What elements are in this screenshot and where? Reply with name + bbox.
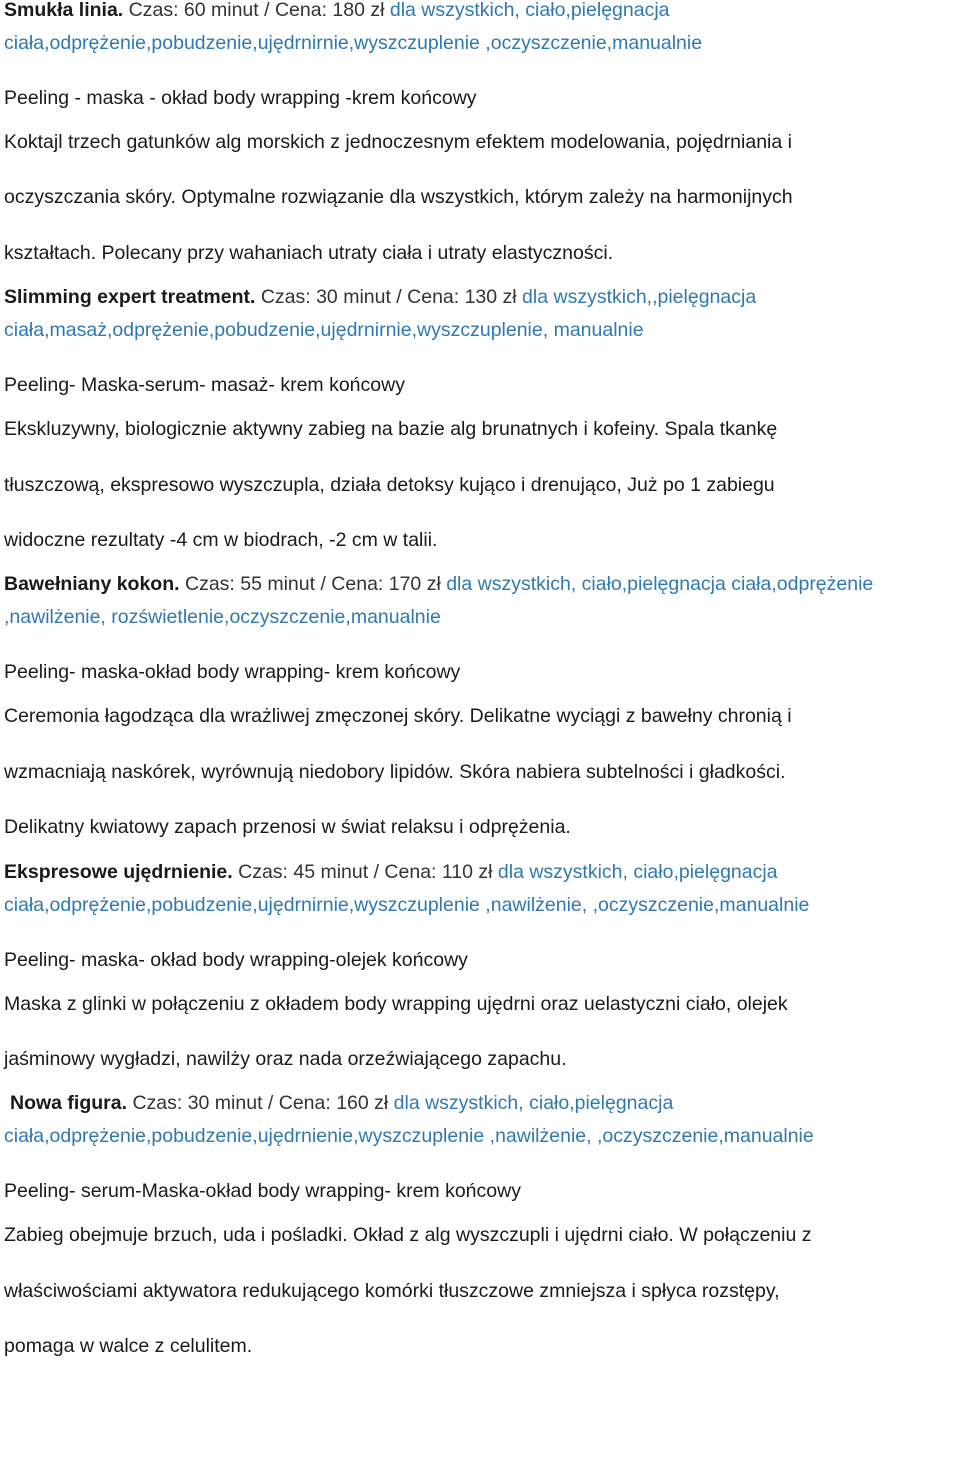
description-line: widoczne rezultaty -4 cm w biodrach, -2 cm w talii. (4, 529, 438, 552)
treatment-header: Slimming expert treatment. Czas: 30 minut / Cena: 130 zł dla wszystkich,,pielęgnacja ciała,masaż,odprężenie,pobudzenie,ujędrnirnie,wyszczuplenie, manualnie (4, 286, 757, 342)
treatment-description (4, 689, 956, 855)
description-line: jaśminowy wygładzi, nawilży oraz nada orzeźwiającego zapachu. (4, 1048, 567, 1071)
treatment-tags: dla wszystkich, ciało,pielęgnacja (389, 0, 670, 21)
treatment-meta: Czas: 30 minut / Cena: 130 zł (260, 286, 517, 309)
description-line: Maska z glinki w połączeniu z okładem body wrapping ujędrni oraz uelastyczni ciało, olejek (4, 992, 788, 1015)
treatment-tags: dla wszystkich, ciało,pielęgnacja (393, 1092, 674, 1115)
treatment-description (4, 977, 956, 1088)
description-line: właściwościami aktywatora redukującego komórki tłuszczowe zmniejsza i spłyca rozstępy, (4, 1279, 780, 1302)
description-line: Ekskluzywny, biologicznie aktywny zabieg na bazie alg brunatnych i kofeiny. Spala tkankę (4, 418, 778, 441)
treatment-steps: Peeling - maska - okład body wrapping -krem końcowy (4, 87, 477, 109)
treatment-steps: Peeling- maska- okład body wrapping-olejek końcowy (4, 948, 468, 971)
treatment-meta: Czas: 30 minut / Cena: 160 zł (132, 1092, 389, 1115)
treatment-description (4, 402, 956, 568)
description-line: pomaga w walce z celulitem. (4, 1335, 253, 1358)
description-line: Ceremonia łagodząca dla wrażliwej zmęczonej skóry. Delikatne wyciągi z bawełny chronią i (4, 705, 792, 728)
treatment-header: Smukła linia. Czas: 60 minut / Cena: 180 zł dla wszystkich, ciało,pielęgnacja ciała,odprężenie,pobudzenie,ujędrnirnie,wyszczuplenie ,oczyszczenie,manualnie (4, 0, 703, 54)
description-line: kształtach. Polecany przy wahaniach utraty ciała i utraty elastyczności. (4, 241, 614, 264)
treatment-steps: Peeling- serum-Maska-okład body wrapping- krem końcowy (4, 1180, 521, 1203)
treatment-header: Nowa figura. Czas: 30 minut / Cena: 160 zł dla wszystkich, ciało,pielęgnacja ciała,odprężenie,pobudzenie,ujędrnienie,wyszczuplenie ,nawilżenie, ,oczyszczenie,manualnie (4, 1092, 814, 1148)
treatment-tags-continued: ,nawilżenie, rozświetlenie,oczyszczenie,manualnie (4, 606, 441, 629)
treatment-name: Ekspresowe ujędrnienie (4, 860, 228, 883)
treatment-meta: Czas: 55 minut / Cena: 170 zł (184, 573, 441, 596)
description-line: Zabieg obejmuje brzuch, uda i pośladki. Okład z alg wyszczupli i ujędrni ciało. W połączeniu z (4, 1224, 812, 1247)
treatment-section (4, 0, 956, 281)
description-line: tłuszczową, ekspresowo wyszczupla, działa detoksy kująco i drenująco, Już po 1 zabiegu (4, 473, 775, 496)
treatment-section (4, 281, 956, 568)
description-line: Delikatny kwiatowy zapach przenosi w świat relaksu i odprężenia. (4, 816, 571, 839)
treatment-section (4, 1087, 956, 1374)
treatment-meta: Czas: 60 minut / Cena: 180 zł (128, 0, 385, 21)
description-line: wzmacniają naskórek, wyrównują niedobory lipidów. Skóra nabiera subtelności i gładkości. (4, 760, 786, 783)
treatment-header: Ekspresowe ujędrnienie. Czas: 45 minut / Cena: 110 zł dla wszystkich, ciało,pielęgnacja ciała,odprężenie,pobudzenie,ujędrnirnie,wyszczuplenie ,nawilżenie, ,oczyszczenie,manualnie (4, 860, 810, 916)
treatment-steps: Peeling- Maska-serum- masaż- krem końcowy (4, 374, 405, 397)
treatment-tags-continued: ciała,odprężenie,pobudzenie,ujędrnirnie,wyszczuplenie ,oczyszczenie,manualnie (4, 32, 703, 54)
treatment-name: Nowa figura (10, 1092, 122, 1115)
treatment-description (4, 1208, 956, 1374)
treatment-tags-continued: ciała,odprężenie,pobudzenie,ujędrnienie,wyszczuplenie ,nawilżenie, ,oczyszczenie,manualnie (4, 1125, 814, 1148)
treatment-tags: dla wszystkich, ciało,pielęgnacja ciała,odprężenie (446, 573, 874, 596)
treatment-description (4, 115, 956, 281)
description-line: oczyszczania skóry. Optymalne rozwiązanie dla wszystkich, którym zależy na harmonijnych (4, 186, 793, 209)
treatment-tags: dla wszystkich,,pielęgnacja (522, 286, 757, 309)
description-line: Koktajl trzech gatunków alg morskich z jednoczesnym efektem modelowania, pojędrniania i (4, 131, 792, 153)
treatment-header: Bawełniany kokon. Czas: 55 minut / Cena: 170 zł dla wszystkich, ciało,pielęgnacja ciała,odprężenie ,nawilżenie, rozświetlenie,oczyszczenie,manualnie (4, 573, 874, 629)
treatment-name: Smukła linia (4, 0, 118, 21)
treatment-name: Bawełniany kokon (4, 573, 175, 596)
treatment-tags-continued: ciała,masaż,odprężenie,pobudzenie,ujędrnirnie,wyszczuplenie, manualnie (4, 319, 644, 342)
treatment-tags-continued: ciała,odprężenie,pobudzenie,ujędrnirnie,wyszczuplenie ,nawilżenie, ,oczyszczenie,manualnie (4, 893, 810, 916)
treatment-name: Slimming expert treatment (4, 286, 250, 309)
treatment-steps: Peeling- maska-okład body wrapping- krem końcowy (4, 661, 461, 684)
treatment-section (4, 568, 956, 855)
treatment-meta: Czas: 45 minut / Cena: 110 zł (238, 860, 493, 883)
treatment-section (4, 856, 956, 1088)
treatment-tags: dla wszystkich, ciało,pielęgnacja (497, 860, 778, 883)
